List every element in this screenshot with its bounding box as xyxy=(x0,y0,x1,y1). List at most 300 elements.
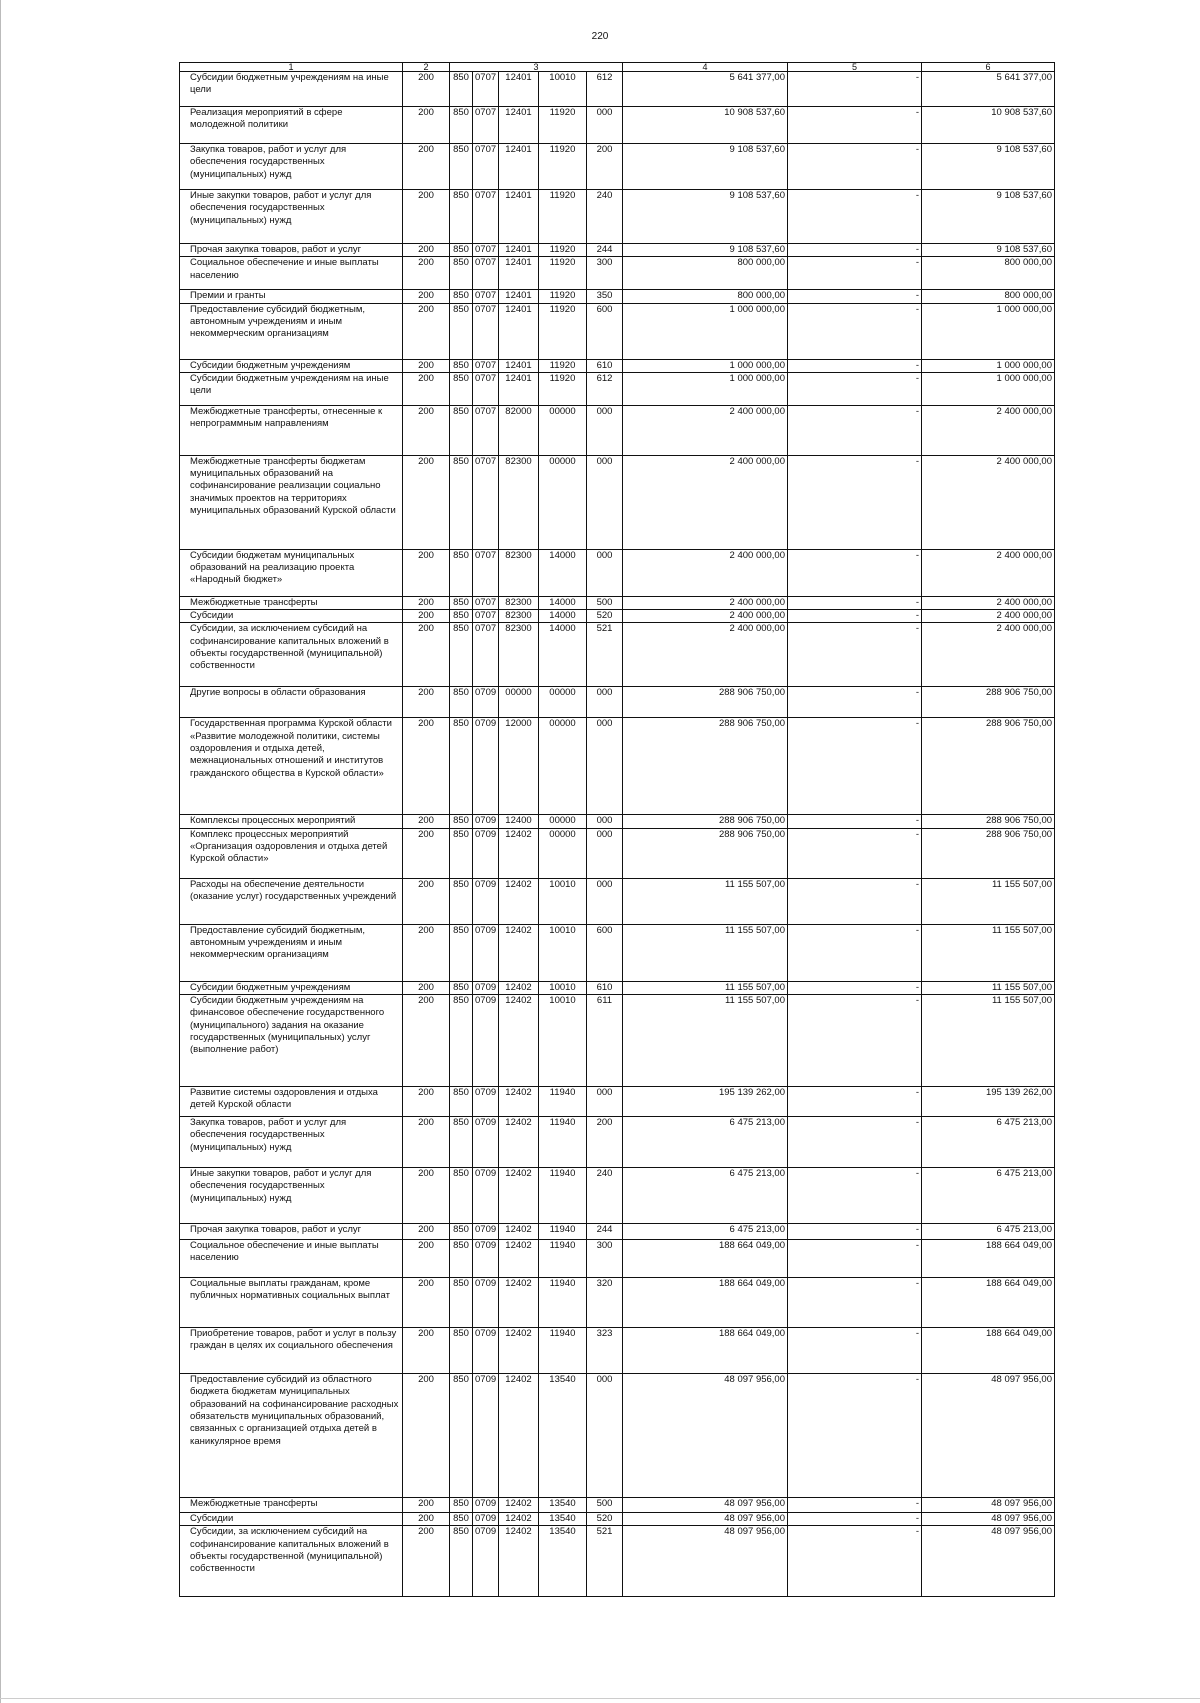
code-section: 0709 xyxy=(473,1117,499,1168)
amount-col-4: 2 400 000,00 xyxy=(623,455,788,549)
row-name: Предоставление субсидий из областного бюджета бюджетам муниципальных образований на софинансирование расходных обязательств муниципальных образований, связанных с организацией отдыха детей в каникулярное время xyxy=(180,1374,403,1498)
code-admin: 200 xyxy=(403,995,450,1087)
code-program: 12401 xyxy=(499,359,539,372)
amount-col-4: 188 664 049,00 xyxy=(623,1278,788,1328)
code-gr: 850 xyxy=(450,549,473,596)
code-direction: 11920 xyxy=(539,359,587,372)
code-admin: 200 xyxy=(403,455,450,549)
header-col-6: 6 xyxy=(922,63,1055,72)
table-row xyxy=(180,549,1055,596)
row-name: Субсидии бюджетным учреждениям на иные цели xyxy=(180,72,403,107)
code-gr: 850 xyxy=(450,1240,473,1278)
table-row xyxy=(180,244,1055,257)
code-admin: 200 xyxy=(403,359,450,372)
code-section: 0709 xyxy=(473,815,499,828)
amount-col-4: 288 906 750,00 xyxy=(623,687,788,718)
amount-col-4: 48 097 956,00 xyxy=(623,1374,788,1498)
amount-col-6: 48 097 956,00 xyxy=(922,1374,1055,1498)
code-expense-type: 000 xyxy=(587,878,623,924)
amount-col-6: 2 400 000,00 xyxy=(922,405,1055,455)
amount-col-4: 11 155 507,00 xyxy=(623,878,788,924)
amount-col-6: 288 906 750,00 xyxy=(922,815,1055,828)
code-program: 12402 xyxy=(499,1328,539,1374)
header-col-4: 4 xyxy=(623,63,788,72)
amount-col-5: - xyxy=(788,359,922,372)
amount-col-6: 2 400 000,00 xyxy=(922,549,1055,596)
code-section: 0707 xyxy=(473,610,499,623)
row-name: Субсидии, за исключением субсидий на софинансирование капитальных вложений в объекты государственной (муниципальной) собственности xyxy=(180,623,403,687)
row-name: Субсидии бюджетам муниципальных образований на реализацию проекта «Народный бюджет» xyxy=(180,549,403,596)
code-section: 0707 xyxy=(473,549,499,596)
table-row xyxy=(180,1526,1055,1597)
code-admin: 200 xyxy=(403,72,450,107)
code-gr: 850 xyxy=(450,1087,473,1117)
amount-col-6: 9 108 537,60 xyxy=(922,190,1055,244)
code-section: 0709 xyxy=(473,995,499,1087)
amount-col-5: - xyxy=(788,610,922,623)
code-direction: 11920 xyxy=(539,303,587,359)
row-name: Субсидии xyxy=(180,1513,403,1526)
table-row xyxy=(180,828,1055,878)
code-direction: 11920 xyxy=(539,190,587,244)
code-program: 12402 xyxy=(499,1087,539,1117)
code-gr: 850 xyxy=(450,828,473,878)
table-row xyxy=(180,190,1055,244)
code-expense-type: 300 xyxy=(587,257,623,290)
code-direction: 00000 xyxy=(539,815,587,828)
code-admin: 200 xyxy=(403,290,450,303)
amount-col-6: 288 906 750,00 xyxy=(922,687,1055,718)
table-row xyxy=(180,257,1055,290)
code-admin: 200 xyxy=(403,405,450,455)
code-expense-type: 240 xyxy=(587,1168,623,1224)
code-section: 0709 xyxy=(473,981,499,994)
code-section: 0707 xyxy=(473,72,499,107)
code-expense-type: 000 xyxy=(587,107,623,144)
code-gr: 850 xyxy=(450,72,473,107)
amount-col-5: - xyxy=(788,455,922,549)
code-program: 12401 xyxy=(499,257,539,290)
code-program: 12401 xyxy=(499,372,539,405)
code-expense-type: 000 xyxy=(587,1374,623,1498)
code-expense-type: 600 xyxy=(587,303,623,359)
code-admin: 200 xyxy=(403,144,450,190)
code-program: 12402 xyxy=(499,828,539,878)
code-section: 0707 xyxy=(473,372,499,405)
code-expense-type: 323 xyxy=(587,1328,623,1374)
amount-col-5: - xyxy=(788,257,922,290)
table-row xyxy=(180,405,1055,455)
amount-col-5: - xyxy=(788,244,922,257)
amount-col-5: - xyxy=(788,1168,922,1224)
row-name: Предоставление субсидий бюджетным, автономным учреждениям и иным некоммерческим организациям xyxy=(180,303,403,359)
code-admin: 200 xyxy=(403,1087,450,1117)
amount-col-5: - xyxy=(788,1513,922,1526)
code-admin: 200 xyxy=(403,878,450,924)
amount-col-5: - xyxy=(788,144,922,190)
code-expense-type: 610 xyxy=(587,359,623,372)
amount-col-5: - xyxy=(788,1328,922,1374)
code-gr: 850 xyxy=(450,372,473,405)
amount-col-5: - xyxy=(788,405,922,455)
code-program: 12000 xyxy=(499,718,539,815)
amount-col-6: 11 155 507,00 xyxy=(922,981,1055,994)
code-program: 12402 xyxy=(499,1168,539,1224)
code-program: 12401 xyxy=(499,72,539,107)
row-name: Комплекс процессных мероприятий «Организация оздоровления и отдыха детей Курской области» xyxy=(180,828,403,878)
code-expense-type: 600 xyxy=(587,924,623,981)
budget-table xyxy=(179,62,1055,1597)
amount-col-6: 5 641 377,00 xyxy=(922,72,1055,107)
code-section: 0709 xyxy=(473,1526,499,1597)
code-program: 82300 xyxy=(499,549,539,596)
code-direction: 00000 xyxy=(539,828,587,878)
code-expense-type: 200 xyxy=(587,144,623,190)
amount-col-5: - xyxy=(788,1224,922,1240)
code-expense-type: 240 xyxy=(587,190,623,244)
code-section: 0709 xyxy=(473,1240,499,1278)
code-program: 12401 xyxy=(499,290,539,303)
code-direction: 11920 xyxy=(539,244,587,257)
code-gr: 850 xyxy=(450,244,473,257)
code-gr: 850 xyxy=(450,455,473,549)
code-expense-type: 612 xyxy=(587,72,623,107)
row-name: Другие вопросы в области образования xyxy=(180,687,403,718)
row-name: Межбюджетные трансферты бюджетам муниципальных образований на софинансирование реализации социально значимых проектов на территориях муниципальных образований Курской области xyxy=(180,455,403,549)
code-gr: 850 xyxy=(450,1168,473,1224)
code-program: 12402 xyxy=(499,1240,539,1278)
row-name: Субсидии бюджетным учреждениям xyxy=(180,359,403,372)
amount-col-4: 1 000 000,00 xyxy=(623,303,788,359)
amount-col-4: 2 400 000,00 xyxy=(623,549,788,596)
amount-col-6: 1 000 000,00 xyxy=(922,303,1055,359)
code-expense-type: 500 xyxy=(587,596,623,609)
code-gr: 850 xyxy=(450,718,473,815)
code-section: 0709 xyxy=(473,1087,499,1117)
header-row xyxy=(180,63,1055,72)
code-admin: 200 xyxy=(403,1526,450,1597)
amount-col-6: 188 664 049,00 xyxy=(922,1328,1055,1374)
code-direction: 10010 xyxy=(539,72,587,107)
code-section: 0707 xyxy=(473,107,499,144)
table-row xyxy=(180,1374,1055,1498)
table-row xyxy=(180,610,1055,623)
code-admin: 200 xyxy=(403,549,450,596)
amount-col-6: 9 108 537,60 xyxy=(922,244,1055,257)
code-expense-type: 521 xyxy=(587,1526,623,1597)
amount-col-4: 48 097 956,00 xyxy=(623,1498,788,1513)
code-direction: 11940 xyxy=(539,1328,587,1374)
code-admin: 200 xyxy=(403,828,450,878)
code-expense-type: 000 xyxy=(587,405,623,455)
row-name: Предоставление субсидий бюджетным, автономным учреждениям и иным некоммерческим организациям xyxy=(180,924,403,981)
code-section: 0709 xyxy=(473,1224,499,1240)
table-row xyxy=(180,1278,1055,1328)
code-gr: 850 xyxy=(450,1498,473,1513)
code-admin: 200 xyxy=(403,1374,450,1498)
amount-col-5: - xyxy=(788,924,922,981)
header-col-3: 3 xyxy=(450,63,623,72)
amount-col-6: 2 400 000,00 xyxy=(922,455,1055,549)
amount-col-6: 1 000 000,00 xyxy=(922,359,1055,372)
table-row xyxy=(180,1168,1055,1224)
code-gr: 850 xyxy=(450,1117,473,1168)
amount-col-6: 48 097 956,00 xyxy=(922,1498,1055,1513)
amount-col-4: 5 641 377,00 xyxy=(623,72,788,107)
code-section: 0707 xyxy=(473,596,499,609)
amount-col-4: 288 906 750,00 xyxy=(623,815,788,828)
code-section: 0707 xyxy=(473,623,499,687)
code-gr: 850 xyxy=(450,107,473,144)
row-name: Прочая закупка товаров, работ и услуг xyxy=(180,1224,403,1240)
amount-col-4: 9 108 537,60 xyxy=(623,244,788,257)
row-name: Иные закупки товаров, работ и услуг для обеспечения государственных (муниципальных) нужд xyxy=(180,1168,403,1224)
code-section: 0707 xyxy=(473,257,499,290)
amount-col-4: 2 400 000,00 xyxy=(623,596,788,609)
amount-col-6: 195 139 262,00 xyxy=(922,1087,1055,1117)
amount-col-5: - xyxy=(788,1117,922,1168)
table-row xyxy=(180,1328,1055,1374)
row-name: Субсидии бюджетным учреждениям xyxy=(180,981,403,994)
code-program: 12402 xyxy=(499,1278,539,1328)
table-row xyxy=(180,596,1055,609)
row-name: Прочая закупка товаров, работ и услуг xyxy=(180,244,403,257)
amount-col-4: 188 664 049,00 xyxy=(623,1328,788,1374)
row-name: Социальное обеспечение и иные выплаты населению xyxy=(180,1240,403,1278)
code-section: 0709 xyxy=(473,718,499,815)
amount-col-4: 188 664 049,00 xyxy=(623,1240,788,1278)
code-gr: 850 xyxy=(450,995,473,1087)
code-expense-type: 520 xyxy=(587,610,623,623)
table-row xyxy=(180,687,1055,718)
code-program: 82300 xyxy=(499,596,539,609)
table-row xyxy=(180,924,1055,981)
code-direction: 00000 xyxy=(539,405,587,455)
amount-col-5: - xyxy=(788,1087,922,1117)
row-name: Комплексы процессных мероприятий xyxy=(180,815,403,828)
amount-col-6: 800 000,00 xyxy=(922,257,1055,290)
code-admin: 200 xyxy=(403,687,450,718)
code-gr: 850 xyxy=(450,924,473,981)
code-section: 0709 xyxy=(473,878,499,924)
code-program: 82000 xyxy=(499,405,539,455)
code-direction: 10010 xyxy=(539,878,587,924)
amount-col-4: 195 139 262,00 xyxy=(623,1087,788,1117)
code-direction: 11940 xyxy=(539,1240,587,1278)
code-expense-type: 000 xyxy=(587,718,623,815)
code-section: 0707 xyxy=(473,144,499,190)
code-direction: 10010 xyxy=(539,995,587,1087)
code-direction: 11940 xyxy=(539,1168,587,1224)
code-section: 0707 xyxy=(473,303,499,359)
code-admin: 200 xyxy=(403,981,450,994)
code-gr: 850 xyxy=(450,687,473,718)
amount-col-4: 48 097 956,00 xyxy=(623,1526,788,1597)
amount-col-4: 6 475 213,00 xyxy=(623,1224,788,1240)
code-admin: 200 xyxy=(403,718,450,815)
amount-col-6: 48 097 956,00 xyxy=(922,1513,1055,1526)
code-expense-type: 000 xyxy=(587,549,623,596)
table-row xyxy=(180,1117,1055,1168)
code-expense-type: 200 xyxy=(587,1117,623,1168)
table-row xyxy=(180,1240,1055,1278)
code-admin: 200 xyxy=(403,303,450,359)
code-expense-type: 244 xyxy=(587,244,623,257)
amount-col-4: 800 000,00 xyxy=(623,257,788,290)
amount-col-6: 1 000 000,00 xyxy=(922,372,1055,405)
amount-col-4: 9 108 537,60 xyxy=(623,190,788,244)
amount-col-6: 48 097 956,00 xyxy=(922,1526,1055,1597)
code-direction: 11940 xyxy=(539,1117,587,1168)
code-gr: 850 xyxy=(450,257,473,290)
amount-col-6: 9 108 537,60 xyxy=(922,144,1055,190)
table-row xyxy=(180,815,1055,828)
code-section: 0707 xyxy=(473,244,499,257)
code-section: 0707 xyxy=(473,405,499,455)
row-name: Субсидии бюджетным учреждениям на финансовое обеспечение государственного (муниципального) задания на оказание государственных (муниципальных) услуг (выполнение работ) xyxy=(180,995,403,1087)
table-row xyxy=(180,303,1055,359)
code-program: 82300 xyxy=(499,455,539,549)
row-name: Межбюджетные трансферты, отнесенные к непрограммным направлениям xyxy=(180,405,403,455)
amount-col-5: - xyxy=(788,1374,922,1498)
code-admin: 200 xyxy=(403,596,450,609)
amount-col-4: 6 475 213,00 xyxy=(623,1168,788,1224)
code-expense-type: 610 xyxy=(587,981,623,994)
header-col-1: 1 xyxy=(180,63,403,72)
code-program: 12401 xyxy=(499,107,539,144)
row-name: Социальное обеспечение и иные выплаты населению xyxy=(180,257,403,290)
code-direction: 11940 xyxy=(539,1224,587,1240)
code-admin: 200 xyxy=(403,190,450,244)
amount-col-6: 2 400 000,00 xyxy=(922,610,1055,623)
code-expense-type: 320 xyxy=(587,1278,623,1328)
code-admin: 200 xyxy=(403,1117,450,1168)
table-body xyxy=(180,72,1055,1597)
code-program: 12402 xyxy=(499,995,539,1087)
code-section: 0707 xyxy=(473,359,499,372)
code-direction: 11920 xyxy=(539,290,587,303)
amount-col-5: - xyxy=(788,1526,922,1597)
table-row xyxy=(180,1087,1055,1117)
amount-col-5: - xyxy=(788,1240,922,1278)
code-gr: 850 xyxy=(450,623,473,687)
code-program: 12402 xyxy=(499,878,539,924)
code-expense-type: 000 xyxy=(587,828,623,878)
amount-col-4: 288 906 750,00 xyxy=(623,718,788,815)
row-name: Межбюджетные трансферты xyxy=(180,1498,403,1513)
code-direction: 14000 xyxy=(539,623,587,687)
code-section: 0709 xyxy=(473,1278,499,1328)
code-direction: 13540 xyxy=(539,1498,587,1513)
row-name: Иные закупки товаров, работ и услуг для обеспечения государственных (муниципальных) нужд xyxy=(180,190,403,244)
table-row xyxy=(180,290,1055,303)
amount-col-5: - xyxy=(788,623,922,687)
table-row xyxy=(180,995,1055,1087)
amount-col-5: - xyxy=(788,981,922,994)
code-admin: 200 xyxy=(403,815,450,828)
code-admin: 200 xyxy=(403,257,450,290)
code-admin: 200 xyxy=(403,623,450,687)
code-program: 12402 xyxy=(499,1526,539,1597)
code-program: 00000 xyxy=(499,687,539,718)
code-direction: 00000 xyxy=(539,687,587,718)
code-gr: 850 xyxy=(450,290,473,303)
amount-col-5: - xyxy=(788,372,922,405)
amount-col-4: 9 108 537,60 xyxy=(623,144,788,190)
code-direction: 14000 xyxy=(539,610,587,623)
amount-col-5: - xyxy=(788,596,922,609)
code-expense-type: 000 xyxy=(587,1087,623,1117)
amount-col-5: - xyxy=(788,815,922,828)
code-direction: 14000 xyxy=(539,596,587,609)
amount-col-6: 188 664 049,00 xyxy=(922,1278,1055,1328)
code-section: 0709 xyxy=(473,687,499,718)
code-expense-type: 500 xyxy=(587,1498,623,1513)
table-row xyxy=(180,718,1055,815)
code-admin: 200 xyxy=(403,1498,450,1513)
code-direction: 11940 xyxy=(539,1278,587,1328)
amount-col-5: - xyxy=(788,303,922,359)
code-section: 0707 xyxy=(473,455,499,549)
code-admin: 200 xyxy=(403,1240,450,1278)
scan-bottom-edge xyxy=(0,1698,1200,1699)
code-admin: 200 xyxy=(403,1328,450,1374)
amount-col-6: 11 155 507,00 xyxy=(922,995,1055,1087)
amount-col-6: 288 906 750,00 xyxy=(922,718,1055,815)
header-col-5: 5 xyxy=(788,63,922,72)
code-admin: 200 xyxy=(403,1224,450,1240)
code-direction: 00000 xyxy=(539,718,587,815)
amount-col-4: 800 000,00 xyxy=(623,290,788,303)
code-gr: 850 xyxy=(450,981,473,994)
amount-col-6: 188 664 049,00 xyxy=(922,1240,1055,1278)
amount-col-5: - xyxy=(788,995,922,1087)
row-name: Приобретение товаров, работ и услуг в пользу граждан в целях их социального обеспечения xyxy=(180,1328,403,1374)
code-section: 0709 xyxy=(473,1328,499,1374)
row-name: Расходы на обеспечение деятельности (оказание услуг) государственных учреждений xyxy=(180,878,403,924)
code-gr: 850 xyxy=(450,815,473,828)
amount-col-4: 288 906 750,00 xyxy=(623,828,788,878)
code-direction: 14000 xyxy=(539,549,587,596)
code-admin: 200 xyxy=(403,1513,450,1526)
amount-col-5: - xyxy=(788,107,922,144)
code-program: 12402 xyxy=(499,981,539,994)
code-gr: 850 xyxy=(450,1224,473,1240)
code-expense-type: 300 xyxy=(587,1240,623,1278)
code-gr: 850 xyxy=(450,1328,473,1374)
code-direction: 13540 xyxy=(539,1526,587,1597)
row-name: Социальные выплаты гражданам, кроме публичных нормативных социальных выплат xyxy=(180,1278,403,1328)
code-section: 0709 xyxy=(473,1374,499,1498)
code-program: 82300 xyxy=(499,623,539,687)
code-gr: 850 xyxy=(450,359,473,372)
amount-col-4: 11 155 507,00 xyxy=(623,924,788,981)
code-program: 12401 xyxy=(499,244,539,257)
code-gr: 850 xyxy=(450,1513,473,1526)
code-expense-type: 000 xyxy=(587,455,623,549)
amount-col-6: 2 400 000,00 xyxy=(922,623,1055,687)
amount-col-5: - xyxy=(788,290,922,303)
code-program: 12402 xyxy=(499,1374,539,1498)
code-section: 0709 xyxy=(473,1513,499,1526)
amount-col-6: 6 475 213,00 xyxy=(922,1117,1055,1168)
code-direction: 10010 xyxy=(539,924,587,981)
amount-col-4: 1 000 000,00 xyxy=(623,372,788,405)
code-expense-type: 612 xyxy=(587,372,623,405)
table-row xyxy=(180,455,1055,549)
code-admin: 200 xyxy=(403,372,450,405)
row-name: Развитие системы оздоровления и отдыха детей Курской области xyxy=(180,1087,403,1117)
